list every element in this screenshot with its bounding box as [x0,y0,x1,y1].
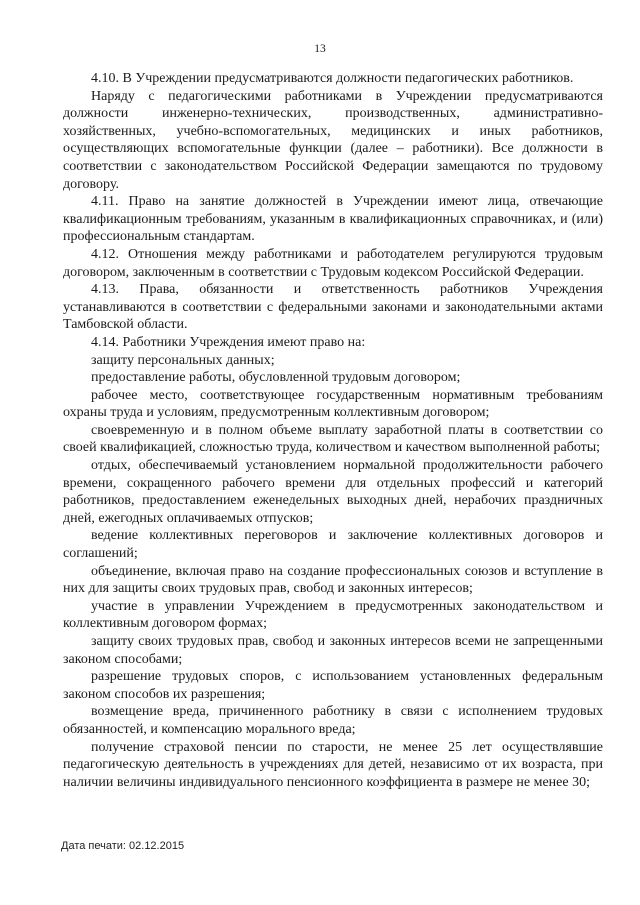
list-item: участие в управлении Учреждением в предусмотренных законодательством и коллективным договором формах; [63,598,603,632]
list-item: объединение, включая право на создание профессиональных союзов и вступление в них для защиты своих трудовых прав, свобод и законных интересов; [63,563,603,597]
document-body [63,70,603,791]
list-item: разрешение трудовых споров, с использованием установленных федеральным законом способов их разрешения; [63,669,603,702]
list-item: своевременную и в полном объеме выплату заработной платы в соответствии со своей квалификацией, сложностью труда, количеством и качеством выполненной работы; [63,422,603,456]
list-item: защиту персональных данных; [91,352,275,368]
paragraph-4-10: 4.10. В Учреждении предусматриваются должности педагогических работников. [91,71,574,86]
list-item: отдых, обеспечиваемый установлением нормальной продолжительности рабочего времени, сокращенного рабочего времени для отдельных профессий и категорий работников, предоставлением еженедельных выходных дней, нерабочих праздничных дней, ежегодных оплачиваемых отпусков; [63,458,603,526]
page-number: 13 [314,43,326,55]
list-item: ведение коллективных переговоров и заключение коллективных договоров и соглашений; [63,528,603,562]
paragraph-4-11: 4.11. Право на занятие должностей в Учреждении имеют лица, отвечающие квалификационным требованиям, указанным в квалификационных справочниках, и (или) профессиональным стандартам. [63,194,603,245]
list-item: возмещение вреда, причиненного работнику в связи с исполнением трудовых обязанностей, и компенсацию морального вреда; [63,704,603,737]
paragraph-positions: Наряду с педагогическими работниками в Учреждении предусматриваются должности инженерно-технических, производственных, административно-хозяйственных, учебно-вспомогательных, медицинских и иных работников, осуществляющих вспомогательные функции (далее – работники). Все должности в соответствии с законодательством Российской Федерации замещаются по трудовому договору. [63,88,603,192]
paragraph-4-14: 4.14. Работники Учреждения имеют право на: [91,334,366,350]
paragraph-4-12: 4.12. Отношения между работниками и работодателем регулируются трудовым договором, заключенным в соответствии с Трудовым кодексом Российской Федерации. [63,246,603,280]
list-item: получение страховой пенсии по старости, не менее 25 лет осуществлявшие педагогическую деятельность в учреждениях для детей, независимо от их возраста, при наличии величины индивидуального пенсионного коэффициента в размере не менее 30; [63,739,603,790]
paragraph-4-13: 4.13. Права, обязанности и ответственность работников Учреждения устанавливаются в соответствии с федеральными законами и законодательными актами Тамбовской области. [63,282,603,333]
print-date: Дата печати: 02.12.2015 [61,840,185,852]
list-item: предоставление работы, обусловленной трудовым договором; [91,370,461,386]
list-item: защиту своих трудовых прав, свобод и законных интересов всеми не запрещенными законом способами; [63,634,603,667]
list-item: рабочее место, соответствующее государственным нормативным требованиям охраны труда и условиям, предусмотренным коллективным договором; [63,387,603,421]
